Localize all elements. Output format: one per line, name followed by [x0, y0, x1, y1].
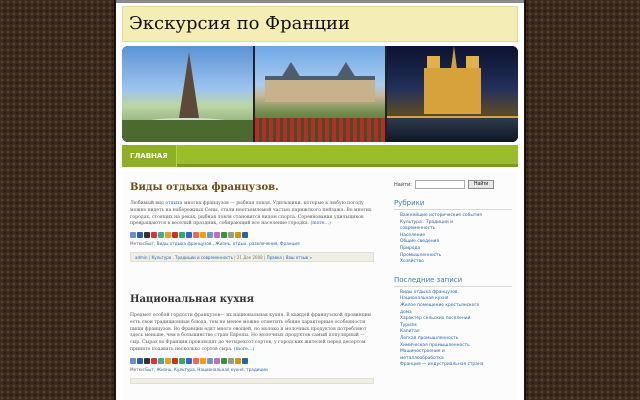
search-label: Найти:	[394, 181, 412, 188]
share-icons	[130, 358, 374, 364]
recent-post-item[interactable]: Характер сельских поселений	[400, 316, 471, 322]
comment-link[interactable]: Ваш отзыв »	[285, 255, 312, 261]
recent-post-item[interactable]: Туризм	[400, 322, 417, 328]
share-icon[interactable]	[137, 232, 143, 238]
share-icon[interactable]	[235, 232, 241, 238]
post-tags	[130, 367, 374, 372]
post	[130, 294, 374, 384]
search-button[interactable]: Найти	[468, 180, 494, 189]
share-icon[interactable]	[137, 358, 143, 364]
share-icon[interactable]	[186, 232, 192, 238]
share-icon[interactable]	[130, 358, 136, 364]
search-form	[394, 180, 512, 189]
share-icon[interactable]	[242, 358, 248, 364]
banner-photo-chateau	[255, 46, 386, 142]
rubrics-list	[394, 213, 512, 266]
rubric-item[interactable]: современность	[400, 226, 436, 232]
header-banner	[122, 46, 518, 142]
post-tags	[130, 241, 374, 246]
post-categories[interactable]: Культура . Традиции и современность	[151, 255, 233, 261]
banner-photo-notre-dame	[387, 46, 518, 142]
share-icon[interactable]	[165, 232, 171, 238]
share-icon[interactable]	[158, 232, 164, 238]
recent-post-item[interactable]: Легкая промышленность	[400, 335, 459, 341]
post-excerpt	[130, 201, 374, 228]
share-icon[interactable]	[214, 358, 220, 364]
share-icon[interactable]	[228, 358, 234, 364]
search-input[interactable]	[415, 180, 465, 189]
more-link[interactable]: (more…)	[310, 221, 331, 227]
site-title[interactable]: Экскурсия по Франции	[129, 13, 350, 34]
post-meta: admin | Культура . Традиции и современность | 21 Дек 2008 | Правка | Ваш отзыв »	[130, 252, 374, 262]
recent-post-item[interactable]: Франция — индустриальная страна	[400, 362, 484, 368]
share-icon[interactable]	[221, 358, 227, 364]
chateau-shape	[265, 76, 375, 102]
recent-post-item[interactable]: Виды отдыха французов.	[400, 289, 459, 295]
rubric-item[interactable]: Важнейшие исторические события	[400, 213, 482, 218]
share-icon[interactable]	[179, 232, 185, 238]
share-icon[interactable]	[235, 358, 241, 364]
banner-photo-eiffel-tower	[122, 46, 253, 142]
share-icon[interactable]	[158, 358, 164, 364]
share-icon[interactable]	[242, 232, 248, 238]
share-icon[interactable]	[186, 358, 192, 364]
share-icon[interactable]	[207, 358, 213, 364]
share-icon[interactable]	[165, 358, 171, 364]
post	[130, 182, 374, 262]
share-icon[interactable]	[172, 232, 178, 238]
page	[114, 0, 526, 400]
eiffel-tower-shape	[179, 52, 199, 118]
main-nav	[122, 145, 518, 167]
recent-post-item[interactable]: Химическая промышленность	[400, 342, 470, 348]
trees-shape	[122, 120, 253, 142]
post-date: 21 Дек 2008	[236, 255, 263, 261]
rubrics-heading: Рубрики	[394, 199, 512, 210]
share-icon[interactable]	[130, 232, 136, 238]
share-icons	[130, 232, 374, 238]
nav-home-link[interactable]: ГЛАВНАЯ	[122, 145, 177, 167]
share-icon[interactable]	[200, 232, 206, 238]
share-icon[interactable]	[228, 232, 234, 238]
post-excerpt	[130, 313, 374, 354]
rubric-item[interactable]: Население	[400, 232, 426, 238]
post-author[interactable]: admin	[135, 255, 148, 261]
sidebar	[394, 180, 512, 369]
share-icon[interactable]	[207, 232, 213, 238]
recent-post-item[interactable]: Машиностроение и	[400, 349, 445, 355]
recent-post-item[interactable]: металлообработка	[400, 355, 444, 361]
recent-post-item[interactable]: Жилое помещение крестьянского	[400, 302, 480, 308]
share-icon[interactable]	[179, 358, 185, 364]
tags-label: Метки:	[130, 366, 146, 372]
rubric-item[interactable]: Природа	[400, 245, 421, 251]
post-meta	[130, 378, 374, 384]
share-icon[interactable]	[172, 358, 178, 364]
flower-bed-shape	[255, 118, 386, 142]
share-icon[interactable]	[193, 358, 199, 364]
share-icon[interactable]	[144, 358, 150, 364]
rubric-item[interactable]: Промышленность	[400, 252, 442, 258]
share-icon[interactable]	[151, 358, 157, 364]
rubric-item[interactable]: Хозяйство	[400, 259, 424, 265]
recent-post-item[interactable]: дома	[400, 309, 412, 315]
share-icon[interactable]	[151, 232, 157, 238]
rubric-item[interactable]: Культура . Традиции и	[400, 219, 453, 225]
content-area	[122, 172, 518, 400]
share-icon[interactable]	[144, 232, 150, 238]
post-text: многих французов — рыбная ловля. Удильщики, которые в любую погоду можно видеть на набережных Сены, стали неотъемлемой частью парижского пейзажа. Во многих городах, стоящих на реках, рыбная ловля становится видом спорта. Соревнования удильщиков превращаются в веселый праздник, собирающий все население городка.	[130, 201, 372, 227]
tags-links[interactable]: Быт, Жизнь, Культура, Национальная кухня, традиции	[145, 366, 268, 372]
post-title[interactable]: Национальная кухня	[130, 294, 254, 305]
share-icon[interactable]	[200, 358, 206, 364]
recent-post-item[interactable]: Национальная кухня	[400, 296, 449, 302]
edit-link[interactable]: Правка	[266, 255, 282, 261]
post-text: Предмет особой гордости французов— их национальная кухня. В каждой французской провинции есть свои традиционные блюда, тем не менее можно отметить общие характерные особенности пищи французов. Во Франции едят много овощей, но молоко и молочных продуктов потребляют здесь меньше, чем в большинстве стран Европы. Но молочных продуктов самый популярный — сыр. Сырах во Франции производят до четырехсот сортов, у городских жителей перед десертом принято подавать несколько сортов сыра.	[130, 313, 371, 352]
post-text: Любимый вид	[130, 201, 166, 206]
header	[122, 6, 518, 42]
more-link[interactable]: (more…)	[234, 346, 255, 352]
tags-label: Метки:	[130, 241, 146, 247]
share-icon[interactable]	[193, 232, 199, 238]
top-line	[116, 0, 524, 3]
recent-post-item[interactable]: Капитал	[400, 329, 420, 335]
share-icon[interactable]	[221, 232, 227, 238]
post-inline-link[interactable]: отдыха	[165, 201, 183, 206]
cathedral-shape	[424, 68, 481, 114]
recent-posts-heading: Последние записи	[394, 276, 512, 287]
post-title[interactable]: Виды отдыха французов.	[130, 182, 279, 193]
share-icon[interactable]	[214, 232, 220, 238]
rubric-item[interactable]: Общие сведения	[400, 239, 440, 245]
tags-links[interactable]: Быт, Виды отдыха французов., Жизнь, отдых, развлечения, Франция	[145, 241, 300, 247]
river-shape	[387, 116, 518, 142]
recent-posts-list	[394, 290, 512, 369]
